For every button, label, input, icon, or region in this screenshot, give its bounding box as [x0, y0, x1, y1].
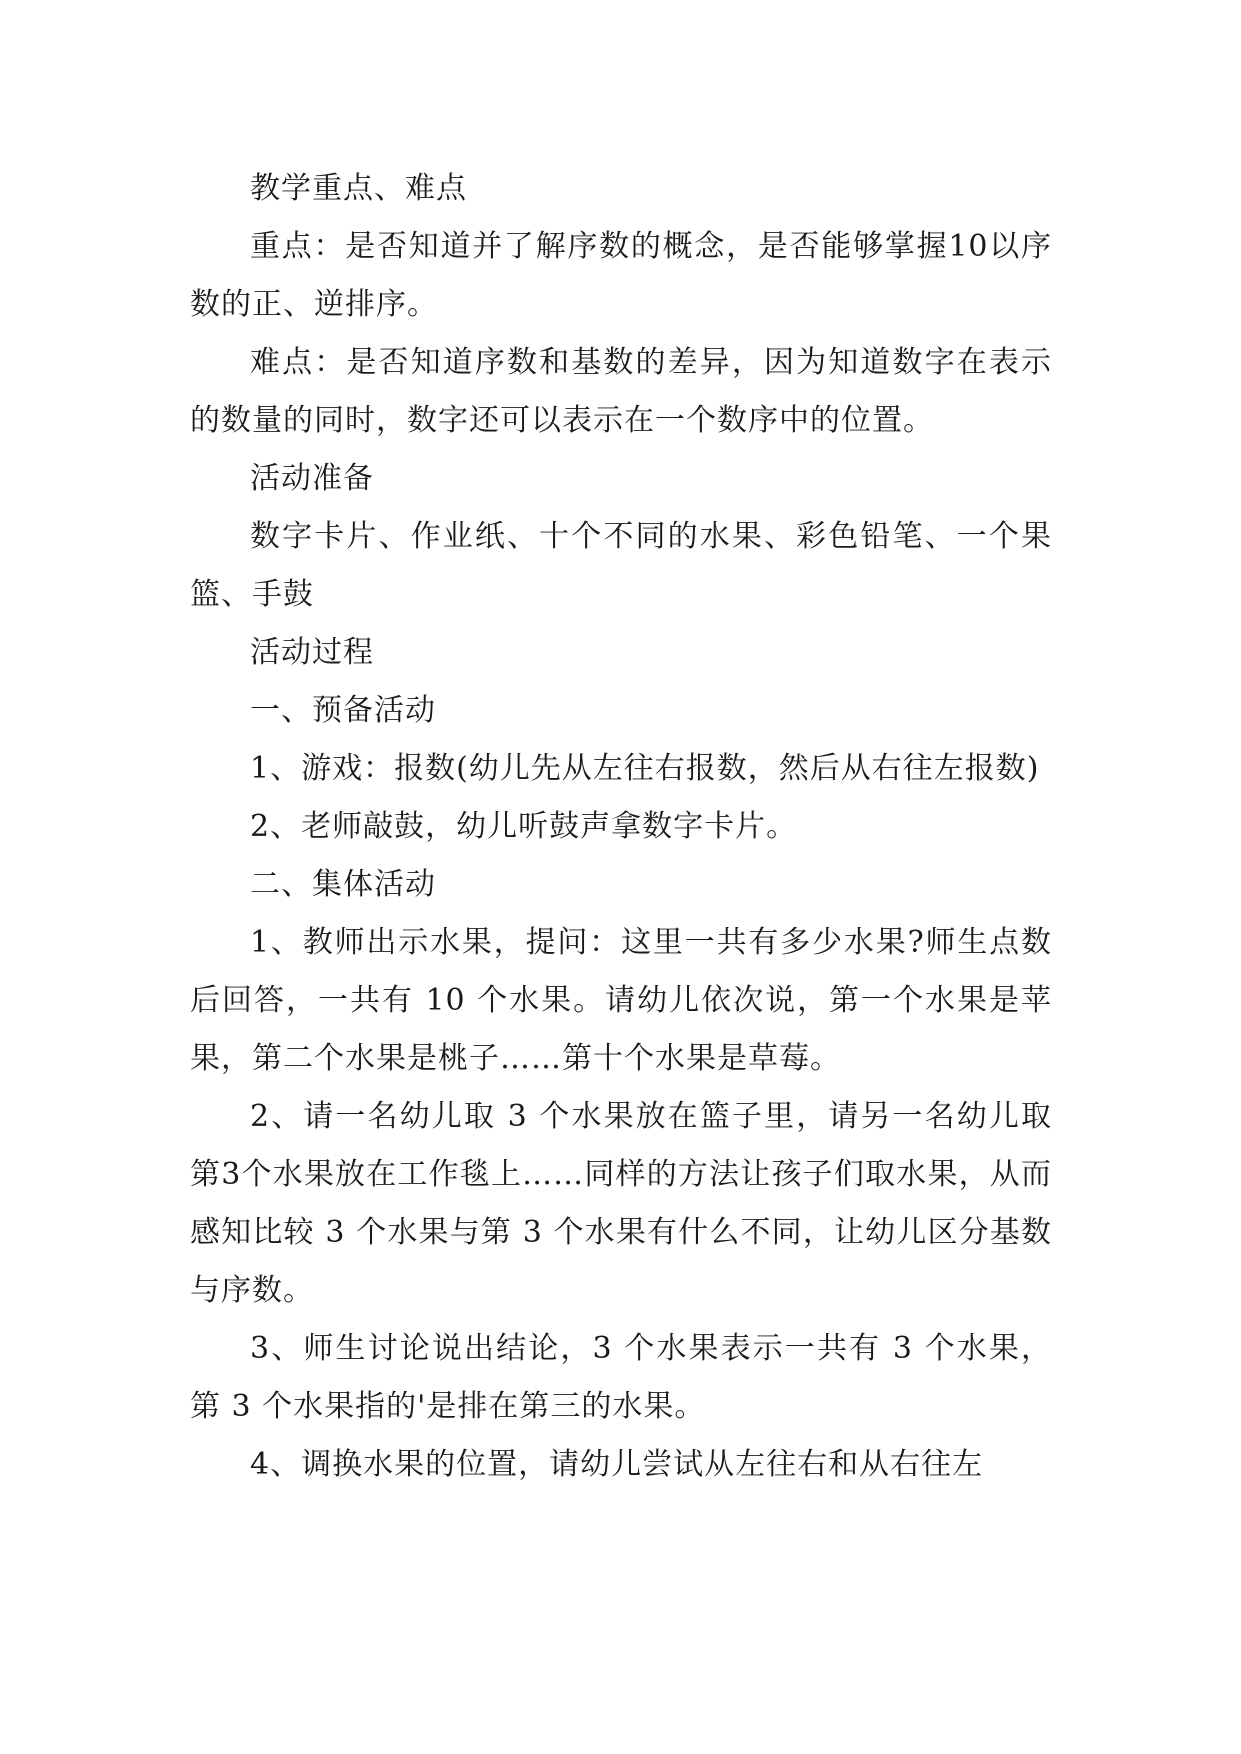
subheading-warmup: 一、预备活动	[250, 693, 436, 728]
paragraph-warmup-2: 2、老师敲鼓，幼儿听鼓声拿数字卡片。	[250, 809, 798, 844]
paragraph-group-1: 1、教师出示水果，提问：这里一共有多少水果?师生点数后回答，一共有 10 个水果。请幼儿依次说，第一个水果是苹果，第二个水果是桃子……第十个水果是草莓。	[190, 925, 1052, 1076]
section-heading-preparation: 活动准备	[250, 461, 374, 496]
section-heading-key-points: 教学重点、难点	[250, 171, 467, 206]
paragraph-group-4: 4、调换水果的位置，请幼儿尝试从左往右和从右往左	[250, 1447, 984, 1482]
paragraph-key-point: 重点：是否知道并了解序数的概念，是否能够掌握10以序数的正、逆排序。	[190, 229, 1052, 322]
paragraph-group-2: 2、请一名幼儿取 3 个水果放在篮子里，请另一名幼儿取第3个水果放在工作毯上……同样的方法让孩子们取水果，从而感知比较 3 个水果与第 3 个水果有什么不同，让幼儿区分基数与序数。	[190, 1099, 1052, 1308]
paragraph-difficult-point: 难点：是否知道序数和基数的差异，因为知道数字在表示的数量的同时，数字还可以表示在一个数序中的位置。	[190, 345, 1052, 438]
subheading-group-activity: 二、集体活动	[250, 867, 436, 902]
paragraph-materials: 数字卡片、作业纸、十个不同的水果、彩色铅笔、一个果篮、手鼓	[190, 519, 1052, 612]
paragraph-warmup-1: 1、游戏：报数(幼儿先从左往右报数，然后从右往左报数)	[250, 751, 1040, 786]
section-heading-process: 活动过程	[250, 635, 374, 670]
paragraph-group-3: 3、师生讨论说出结论，3 个水果表示一共有 3 个水果，第 3 个水果指的'是排在第三的水果。	[190, 1331, 1052, 1424]
document-body	[190, 160, 1052, 1494]
